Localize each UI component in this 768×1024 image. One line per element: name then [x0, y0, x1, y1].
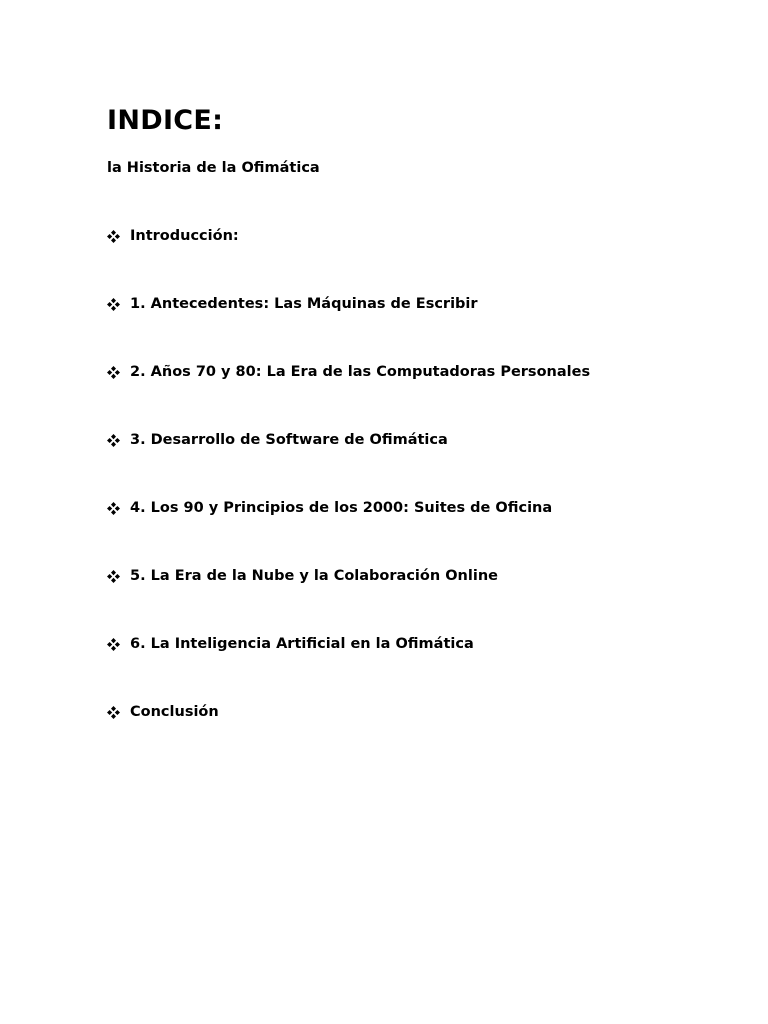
- page-title: INDICE:: [107, 105, 224, 136]
- diamond-bullet-icon: [107, 502, 120, 515]
- toc-item-label: 5. La Era de la Nube y la Colaboración Online: [130, 568, 498, 584]
- toc-item-label: 3. Desarrollo de Software de Ofimática: [130, 432, 448, 448]
- toc-item-antecedentes: [107, 294, 478, 314]
- diamond-bullet-icon: [107, 366, 120, 379]
- toc-item-inteligencia-artificial: [107, 634, 474, 654]
- diamond-bullet-icon: [107, 298, 120, 311]
- diamond-bullet-icon: [107, 638, 120, 651]
- diamond-bullet-icon: [107, 570, 120, 583]
- toc-item-label: 4. Los 90 y Principios de los 2000: Suites de Oficina: [130, 500, 553, 516]
- toc-item-anos-70-80: [107, 362, 590, 382]
- diamond-bullet-icon: [107, 434, 120, 447]
- toc-item-conclusion: [107, 702, 219, 722]
- toc-item-introduccion: [107, 226, 239, 246]
- toc-item-era-nube: [107, 566, 498, 586]
- toc-item-label: 2. Años 70 y 80: La Era de las Computadoras Personales: [130, 364, 591, 380]
- toc-item-desarrollo-software: [107, 430, 448, 450]
- toc-item-label: Conclusión: [130, 704, 219, 720]
- toc-item-suites-oficina: [107, 498, 552, 518]
- toc-item-label: Introducción:: [130, 228, 239, 244]
- toc-item-label: 6. La Inteligencia Artificial en la Ofimática: [130, 636, 474, 652]
- diamond-bullet-icon: [107, 230, 120, 243]
- diamond-bullet-icon: [107, 706, 120, 719]
- page-subtitle: la Historia de la Ofimática: [107, 160, 320, 176]
- toc-item-label: 1. Antecedentes: Las Máquinas de Escribir: [130, 296, 478, 312]
